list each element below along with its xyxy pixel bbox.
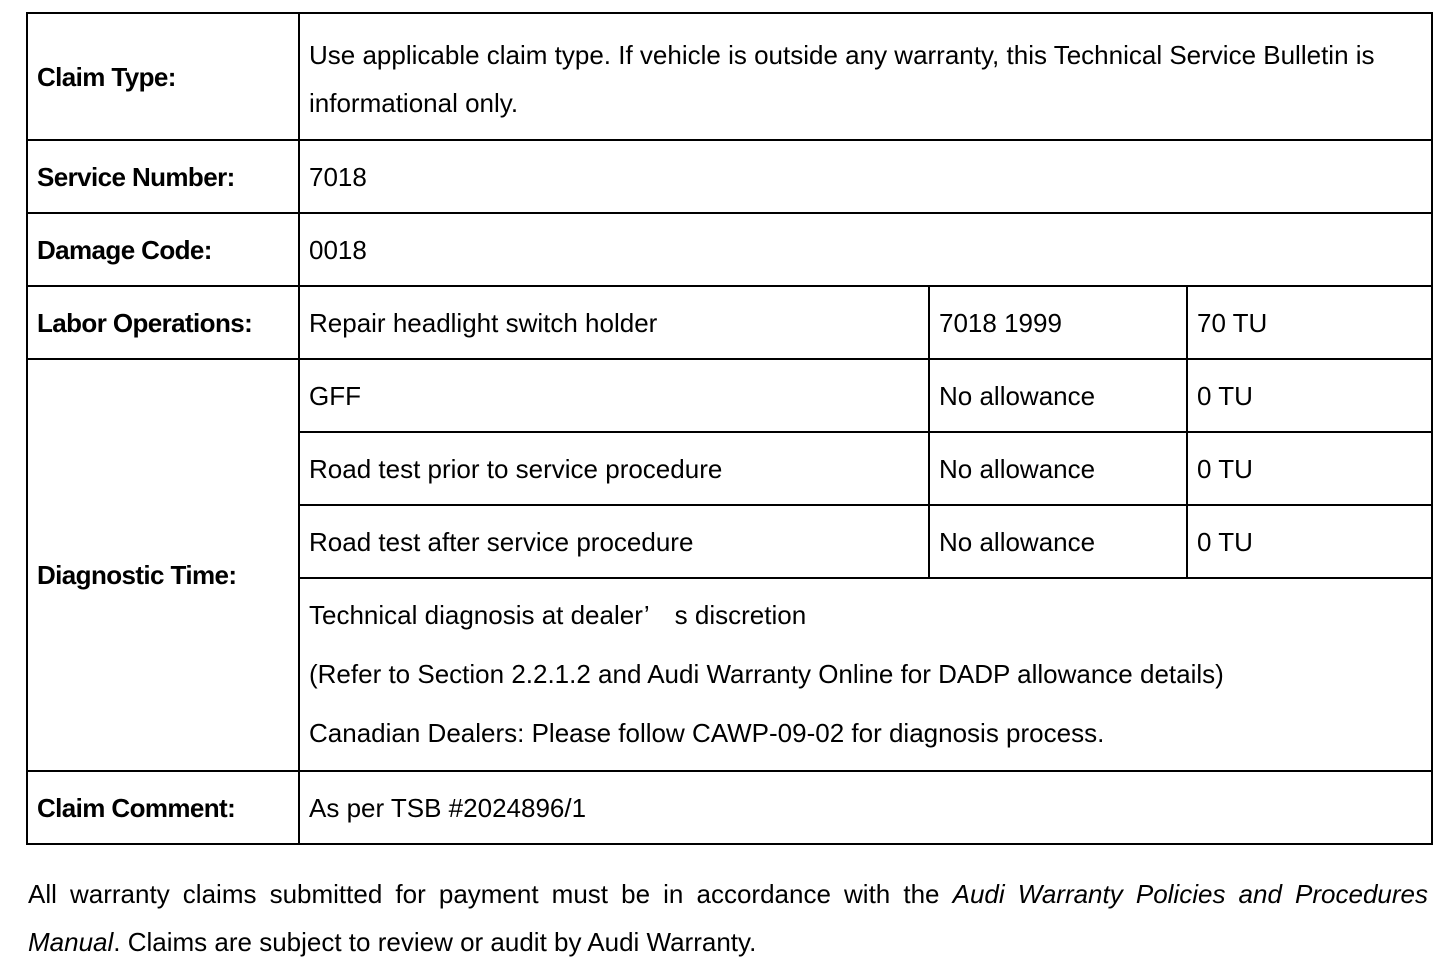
diagnostic-item-description: Road test prior to service procedure [299,432,929,505]
diagnostic-note: Canadian Dealers: Please follow CAWP-09-02 for diagnosis process. [309,718,1105,748]
diagnostic-item-allowance: No allowance [929,432,1187,505]
footer-text-after: . Claims are subject to review or audit by Audi Warranty. [113,927,757,957]
diagnostic-time-row [27,359,1432,432]
labor-operation-description: Repair headlight switch holder [299,286,929,359]
service-number-row [27,140,1432,213]
diagnostic-item-description: Road test after service procedure [299,505,929,578]
labor-operations-row [27,286,1432,359]
diagnostic-item-allowance: No allowance [929,505,1187,578]
labor-operation-code: 7018 1999 [929,286,1187,359]
claim-type-value: Use applicable claim type. If vehicle is outside any warranty, this Technical Service Bulletin is informational only. [299,13,1432,140]
diagnostic-item-allowance: No allowance [929,359,1187,432]
diagnostic-notes [299,578,1432,771]
damage-code-label: Damage Code: [27,213,299,286]
diagnostic-note: Technical diagnosis at dealer’ s discretion [309,600,807,630]
labor-operations-label: Labor Operations: [27,286,299,359]
warranty-footer-note [28,870,1428,966]
diagnostic-item-time: 0 TU [1187,505,1432,578]
damage-code-value: 0018 [299,213,1432,286]
damage-code-row [27,213,1432,286]
diagnostic-time-label: Diagnostic Time: [27,359,299,771]
claim-type-row [27,13,1432,140]
footer-text-before: All warranty claims submitted for payment must be in accordance with the [28,879,953,909]
labor-operation-time: 70 TU [1187,286,1432,359]
service-number-value: 7018 [299,140,1432,213]
footer-manual-title: Audi Warranty Policies and Procedures Manual [28,879,1428,957]
claim-comment-value: As per TSB #2024896/1 [299,771,1432,844]
diagnostic-item-time: 0 TU [1187,359,1432,432]
diagnostic-item-description: GFF [299,359,929,432]
claim-comment-label: Claim Comment: [27,771,299,844]
diagnostic-note: (Refer to Section 2.2.1.2 and Audi Warranty Online for DADP allowance details) [309,659,1224,689]
warranty-claim-table [26,12,1433,845]
claim-type-label: Claim Type: [27,13,299,140]
claim-comment-row [27,771,1432,844]
diagnostic-item-time: 0 TU [1187,432,1432,505]
service-number-label: Service Number: [27,140,299,213]
